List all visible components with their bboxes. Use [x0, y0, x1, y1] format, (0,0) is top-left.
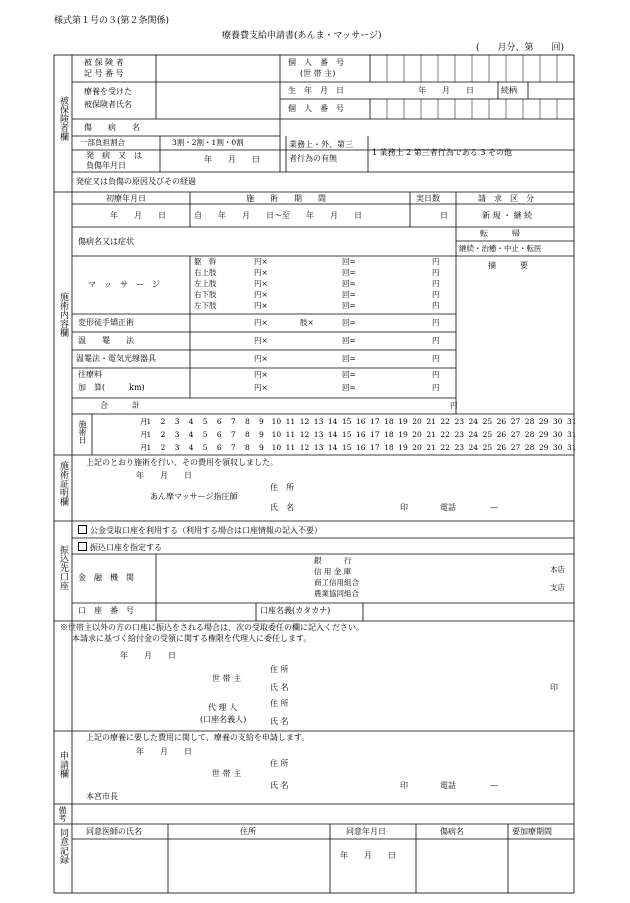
day-number[interactable]: 21 [426, 430, 436, 439]
warm-compress-label: 温 罨 法 [78, 336, 134, 345]
form-number: 様式第１号の３(第２条関係) [54, 16, 170, 26]
body-part-trunk: 躯 幹 [194, 257, 217, 266]
amount-yen-2: 円 [432, 268, 440, 277]
body-part-right-arm: 右上肢 [194, 268, 217, 277]
day-number[interactable]: 14 [327, 417, 338, 426]
proxy-agent-address-label: 住 所 [270, 699, 289, 708]
day-number[interactable]: 15 [341, 417, 352, 426]
first-exam-label: 初療年月日 [106, 194, 146, 203]
day-number[interactable]: 19 [398, 417, 408, 426]
certification-section-label: 施術証明欄 [58, 461, 68, 506]
application-phone-dash: — [490, 781, 498, 790]
day-number[interactable]: 3 [174, 430, 180, 439]
day-number[interactable]: 26 [496, 443, 507, 452]
outcome-options: 継続・治癒・中止・転医 [459, 244, 542, 253]
birthdate-label: 生 年 月 日 [288, 86, 344, 95]
days-month-1: 月 [140, 417, 148, 426]
symptom-label: 傷病名又は症状 [78, 237, 134, 246]
visit-fee-label: 往療料 [78, 370, 102, 379]
patient-name-label-2: 被保険者氏名 [84, 100, 132, 109]
days-month-3: 月 [140, 443, 148, 452]
day-number[interactable]: 29 [538, 443, 549, 452]
bank-type-bank: 銀 行 [314, 556, 352, 565]
rate-yen-3: 円× [254, 279, 268, 288]
day-number[interactable]: 3 [174, 417, 180, 426]
day-number[interactable]: 22 [440, 430, 450, 439]
day-number[interactable]: 6 [216, 443, 222, 452]
treatment-period-value: 自 年 月 日〜至 年 月 日 [194, 211, 362, 220]
certification-name-label: 氏 名 [270, 503, 294, 512]
day-number[interactable]: 5 [202, 443, 208, 452]
day-number[interactable]: 5 [202, 417, 208, 426]
claim-type-options: 新 規 ・ 継 続 [482, 211, 533, 220]
day-number[interactable]: 17 [370, 430, 380, 439]
deformation-times: 回= [342, 318, 356, 327]
branch-type-branch: 支店 [550, 583, 565, 592]
times-eq-1: 回= [342, 257, 356, 266]
proxy-note: ※世帯主以外の方の口座に振込をされる場合は、次の受取委任の欄に記入ください。 [60, 623, 364, 632]
birthdate-value: 年 月 日 [418, 86, 474, 95]
day-number[interactable]: 10 [271, 417, 282, 426]
day-number[interactable]: 14 [327, 443, 338, 452]
personal-number-household-label-2: (世 帯 主) [300, 69, 336, 78]
remarks-label: 摘 要 [488, 261, 528, 270]
electric-light-amount: 円 [432, 354, 440, 363]
day-number[interactable]: 15 [341, 430, 352, 439]
certification-statement: 上記のとおり施術を行い、その費用を領収しました。 [86, 458, 278, 467]
deformation-amount: 円 [432, 318, 440, 327]
day-number[interactable]: 2 [160, 430, 166, 439]
account-holder-label: 口座名義(カタカナ) [260, 606, 331, 615]
public-account-option[interactable] [78, 525, 322, 535]
treatment-section-label: 施術内容欄 [58, 292, 68, 337]
day-number[interactable]: 21 [426, 417, 436, 426]
day-number[interactable]: 12 [299, 443, 310, 452]
work-related-options: 1 業務上 2 第三者行為である 3 その他 [372, 148, 512, 157]
practitioner-label: あん摩マッサージ指圧師 [150, 492, 238, 501]
work-related-label-2: 者行為の有無 [289, 154, 337, 163]
day-number[interactable]: 1 [146, 430, 152, 439]
consent-section-label: 同意記録 [58, 828, 68, 864]
application-name-label: 氏 名 [270, 781, 289, 790]
times-eq-2: 回= [342, 268, 356, 277]
application-seal: 印 [400, 781, 408, 790]
day-number[interactable]: 27 [510, 443, 521, 452]
day-number[interactable]: 6 [216, 430, 222, 439]
bank-type-nokyo: 農業協同組合 [314, 589, 359, 598]
day-number[interactable]: 20 [412, 417, 422, 426]
proxy-agent-label: 代 理 人 [208, 703, 238, 712]
designate-account-checkbox[interactable] [78, 542, 87, 551]
rate-yen-4: 円× [254, 290, 268, 299]
proxy-household-seal: 印 [550, 683, 558, 692]
day-number[interactable]: 16 [356, 417, 366, 426]
treatment-days-label: 施術日 [78, 420, 87, 444]
day-number[interactable]: 4 [188, 430, 194, 439]
day-number[interactable]: 28 [524, 417, 535, 426]
bank-type-shinkin: 信 用 金 庫 [314, 567, 352, 576]
proxy-delegation: 本請求に基づく給付金の受領に関する権限を代理人に委任します。 [72, 634, 312, 643]
injury-name-label: 傷 病 名 [84, 123, 140, 132]
proxy-date: 年 月 日 [120, 651, 176, 660]
massage-label: マ ッ サ ー ジ [88, 280, 160, 289]
onset-value: 年 月 日 [204, 155, 260, 164]
day-number[interactable]: 13 [313, 443, 324, 452]
rate-yen-1: 円× [254, 257, 268, 266]
day-number[interactable]: 17 [370, 417, 380, 426]
day-number[interactable]: 25 [482, 443, 493, 452]
branch-type-main: 本店 [550, 565, 565, 574]
day-number[interactable]: 7 [230, 430, 236, 439]
public-account-checkbox[interactable] [78, 525, 87, 534]
rate-yen-5: 円× [254, 301, 268, 310]
day-number[interactable]: 8 [244, 430, 250, 439]
day-number[interactable]: 11 [285, 417, 296, 426]
body-part-right-leg: 右下肢 [194, 290, 217, 299]
day-number[interactable]: 18 [384, 417, 394, 426]
first-exam-date: 年 月 日 [110, 211, 166, 220]
addressee: 本宮市長 [86, 792, 118, 801]
day-number[interactable]: 6 [216, 417, 222, 426]
distance-amount: 円 [432, 383, 440, 392]
day-number[interactable]: 8 [244, 417, 250, 426]
total-label: 合 計 [100, 401, 140, 410]
day-number[interactable]: 1 [146, 443, 152, 452]
application-date: 年 月 日 [136, 747, 192, 756]
application-household-label: 世 帯 主 [212, 769, 242, 778]
day-number[interactable]: 15 [341, 443, 352, 452]
day-number[interactable]: 2 [160, 417, 166, 426]
bank-type-shoko: 商工信用組合 [314, 578, 359, 587]
times-eq-5: 回= [342, 301, 356, 310]
application-statement: 上記の療養に要した費用に関して、療養の支給を申請します。 [86, 733, 310, 742]
day-number[interactable]: 16 [356, 430, 366, 439]
deformation-label: 変形徒手矯正術 [78, 318, 134, 327]
day-number[interactable]: 1 [146, 417, 152, 426]
day-number[interactable]: 3 [174, 443, 180, 452]
day-number[interactable]: 4 [188, 417, 194, 426]
remarks-section-label: 備考 [58, 806, 67, 822]
consent-date-label: 同意年月日 [346, 827, 386, 836]
times-eq-3: 回= [342, 279, 356, 288]
day-number[interactable]: 23 [454, 417, 464, 426]
day-number[interactable]: 25 [482, 417, 493, 426]
day-number[interactable]: 27 [510, 417, 521, 426]
copay-options: 3割・2割・1割・0割 [172, 138, 244, 147]
application-section-label: 申請欄 [58, 751, 68, 778]
day-number[interactable]: 7 [230, 417, 236, 426]
insured-symbol-label-2: 記 号 番 号 [84, 69, 124, 78]
distance-yen: 円× [254, 383, 268, 392]
onset-label-2: 負傷年月日 [86, 161, 126, 170]
claim-type-label: 請 求 区 分 [478, 194, 534, 203]
day-number[interactable]: 17 [370, 443, 380, 452]
certification-date: 年 月 日 [136, 471, 192, 480]
day-number[interactable]: 27 [510, 430, 521, 439]
visit-fee-times: 回= [342, 370, 356, 379]
day-number[interactable]: 22 [440, 443, 450, 452]
day-number[interactable]: 18 [384, 443, 394, 452]
account-number-label: 口 座 番 号 [78, 606, 134, 615]
day-number[interactable]: 20 [412, 430, 422, 439]
day-number[interactable]: 11 [285, 443, 296, 452]
day-number[interactable]: 22 [440, 417, 450, 426]
certification-seal: 印 [400, 503, 408, 512]
consent-period-label: 要加療期間 [512, 827, 552, 836]
day-number[interactable]: 14 [327, 430, 338, 439]
day-number[interactable]: 29 [538, 430, 549, 439]
day-number[interactable]: 20 [412, 443, 422, 452]
patient-name-label-1: 療養を受けた [84, 87, 132, 96]
warm-compress-times: 回= [342, 336, 356, 345]
visit-fee-yen: 円× [254, 370, 268, 379]
actual-days-unit: 日 [440, 211, 448, 220]
day-number[interactable]: 2 [160, 443, 166, 452]
personal-number-household-label-1: 個 人 番 号 [288, 58, 344, 67]
day-number[interactable]: 31 [567, 430, 577, 439]
designate-account-option[interactable] [78, 542, 162, 552]
total-yen: 円 [450, 401, 458, 410]
designate-account-text: 振込口座を指定する [90, 543, 162, 552]
day-number[interactable]: 10 [271, 430, 282, 439]
day-number[interactable]: 23 [454, 430, 464, 439]
distance-label: 加 算( km) [78, 383, 145, 392]
personal-number-label: 個 人 番 号 [288, 104, 344, 113]
day-number[interactable]: 11 [285, 430, 296, 439]
consent-injury-label: 傷病名 [440, 827, 464, 836]
body-part-left-leg: 左下肢 [194, 301, 217, 310]
day-number[interactable]: 24 [468, 417, 479, 426]
day-number[interactable]: 10 [271, 443, 282, 452]
treatment-period-label: 施 術 期 間 [246, 194, 326, 203]
deformation-limbs: 肢× [300, 318, 314, 327]
day-number[interactable]: 16 [356, 443, 366, 452]
outcome-label: 転 帰 [480, 229, 520, 238]
warm-compress-amount: 円 [432, 336, 440, 345]
proxy-household-name-label: 氏 名 [270, 683, 289, 692]
amount-yen-1: 円 [432, 257, 440, 266]
certification-phone: 電話 [440, 503, 456, 512]
day-number[interactable]: 26 [496, 430, 507, 439]
electric-light-yen: 円× [254, 354, 268, 363]
day-number[interactable]: 30 [552, 430, 563, 439]
certification-address-label: 住 所 [270, 483, 294, 492]
certification-phone-dash: — [490, 503, 498, 512]
day-number[interactable]: 12 [299, 430, 310, 439]
visit-fee-amount: 円 [432, 370, 440, 379]
application-address-label: 住 所 [270, 759, 289, 768]
day-number[interactable]: 13 [313, 430, 324, 439]
day-number[interactable]: 29 [538, 417, 549, 426]
proxy-agent-sub-label: (口座名義人) [200, 715, 247, 724]
day-number[interactable]: 31 [567, 417, 577, 426]
public-account-text: 公金受取口座を利用する（利用する場合は口座情報の記入不要） [90, 526, 322, 535]
day-number[interactable]: 7 [230, 443, 236, 452]
insured-section-label: 被保険者欄 [58, 96, 68, 141]
amount-yen-3: 円 [432, 279, 440, 288]
transfer-section-label: 振込先口座 [58, 545, 68, 590]
day-number[interactable]: 12 [299, 417, 310, 426]
proxy-household-address-label: 住 所 [270, 665, 289, 674]
day-number[interactable]: 9 [259, 443, 264, 452]
day-number[interactable]: 21 [426, 443, 436, 452]
day-number[interactable]: 26 [496, 417, 507, 426]
day-number[interactable]: 28 [524, 430, 535, 439]
day-number[interactable]: 4 [188, 443, 194, 452]
day-number[interactable]: 30 [552, 417, 563, 426]
day-number[interactable]: 9 [259, 417, 264, 426]
day-number[interactable]: 8 [244, 443, 250, 452]
day-number[interactable]: 24 [468, 443, 479, 452]
warm-compress-yen: 円× [254, 336, 268, 345]
relation-label: 続柄 [501, 86, 517, 95]
day-number[interactable]: 5 [202, 430, 208, 439]
amount-yen-4: 円 [432, 290, 440, 299]
form-title: 療養費支給申請書(あんま・マッサージ) [222, 31, 382, 41]
electric-light-times: 回= [342, 354, 356, 363]
day-number[interactable]: 30 [552, 443, 563, 452]
day-number[interactable]: 19 [398, 430, 408, 439]
actual-days-label: 実日数 [416, 194, 440, 203]
claim-period: ( 月分、第 回) [476, 43, 565, 53]
insured-symbol-label-1: 被 保 険 者 [84, 58, 124, 67]
day-number[interactable]: 28 [524, 443, 535, 452]
proxy-household-label: 世 帯 主 [212, 674, 242, 683]
consent-doctor-label: 同意医師の氏名 [86, 827, 142, 836]
consent-address-label: 住所 [240, 827, 256, 836]
rate-yen-2: 円× [254, 268, 268, 277]
day-number[interactable]: 19 [398, 443, 408, 452]
day-number[interactable]: 31 [567, 443, 577, 452]
day-number[interactable]: 18 [384, 430, 394, 439]
day-number[interactable]: 13 [313, 417, 324, 426]
days-month-2: 月 [140, 430, 148, 439]
work-related-label-1: 業務上・外、第三 [289, 140, 353, 149]
cause-label: 発症又は負傷の原因及びその経過 [76, 177, 196, 186]
electric-light-label: 温罨法・電気光線器具 [76, 354, 156, 363]
times-eq-4: 回= [342, 290, 356, 299]
copay-label: 一部負担割合 [80, 138, 125, 147]
onset-label-1: 発 病 又 は [86, 151, 142, 160]
day-number[interactable]: 24 [468, 430, 479, 439]
day-number[interactable]: 9 [259, 430, 264, 439]
bank-label: 金 融 機 関 [78, 573, 134, 582]
consent-date-value: 年 月 日 [340, 851, 396, 860]
proxy-agent-name-label: 氏 名 [270, 717, 289, 726]
body-part-left-arm: 左上肢 [194, 279, 217, 288]
amount-yen-5: 円 [432, 301, 440, 310]
deformation-yen: 円× [254, 318, 268, 327]
day-number[interactable]: 23 [454, 443, 464, 452]
day-number[interactable]: 25 [482, 430, 493, 439]
application-phone: 電話 [440, 781, 456, 790]
distance-times: 回= [342, 383, 356, 392]
